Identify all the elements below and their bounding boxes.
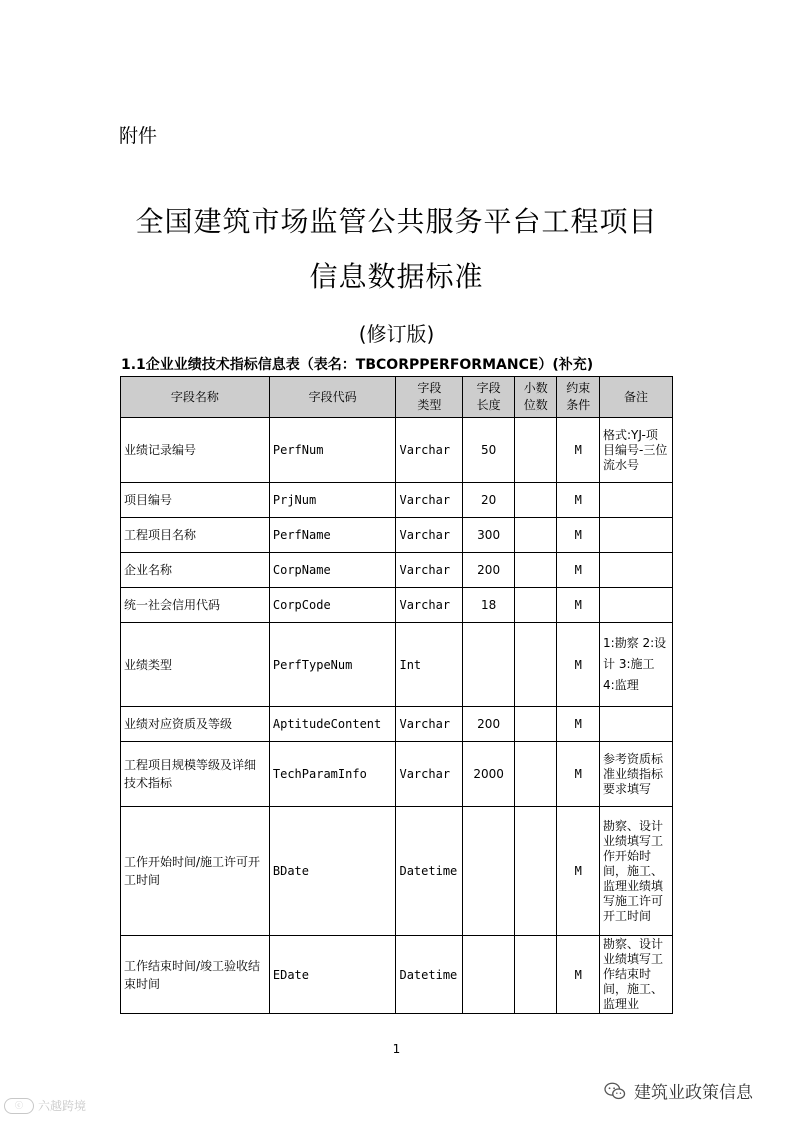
- cell-field-name: 项目编号: [121, 483, 270, 518]
- cell-field-name: 业绩类型: [121, 623, 270, 707]
- cell-field-length: 300: [463, 518, 515, 553]
- table-row: [121, 807, 673, 936]
- table-row: [121, 418, 673, 483]
- table-caption: 1.1企业业绩技术指标信息表（表名：TBCORPPERFORMANCE）(补充): [121, 357, 594, 373]
- cell-note: [600, 518, 673, 553]
- cell-decimal-places: [514, 936, 557, 1014]
- cell-field-type: Varchar: [396, 483, 463, 518]
- cell-constraint: M: [557, 707, 600, 742]
- field-spec-table: [120, 376, 673, 1014]
- cell-field-type: Varchar: [396, 588, 463, 623]
- cell-field-name: 工程项目规模等级及详细技术指标: [121, 742, 270, 807]
- document-subtitle: (修订版): [358, 322, 435, 346]
- cell-field-length: 50: [463, 418, 515, 483]
- cell-field-name: 业绩记录编号: [121, 418, 270, 483]
- cell-note: [600, 483, 673, 518]
- cell-field-code: PrjNum: [269, 483, 396, 518]
- table-row: [121, 623, 673, 707]
- cell-field-code: PerfName: [269, 518, 396, 553]
- cell-constraint: M: [557, 742, 600, 807]
- cell-field-code: PerfTypeNum: [269, 623, 396, 707]
- cell-field-code: BDate: [269, 807, 396, 936]
- cell-field-type: Datetime: [396, 936, 463, 1014]
- cell-note: [600, 588, 673, 623]
- header-field-code: 字段代码: [269, 377, 396, 418]
- cell-decimal-places: [514, 518, 557, 553]
- cell-field-length: 20: [463, 483, 515, 518]
- cell-constraint: M: [557, 623, 600, 707]
- cell-field-length: 200: [463, 553, 515, 588]
- wechat-icon: [604, 1081, 626, 1101]
- cell-field-type: Varchar: [396, 707, 463, 742]
- cell-field-code: CorpCode: [269, 588, 396, 623]
- cell-field-name: 工作开始时间/施工许可开工时间: [121, 807, 270, 936]
- cell-field-length: 200: [463, 707, 515, 742]
- cell-field-length: 2000: [463, 742, 515, 807]
- cell-field-type: Varchar: [396, 418, 463, 483]
- cell-decimal-places: [514, 807, 557, 936]
- cell-decimal-places: [514, 588, 557, 623]
- cell-field-name: 企业名称: [121, 553, 270, 588]
- cell-constraint: M: [557, 418, 600, 483]
- cell-field-type: Varchar: [396, 742, 463, 807]
- page-number: 1: [392, 1042, 401, 1056]
- table-row: [121, 936, 673, 1014]
- table-row: [121, 742, 673, 807]
- document-title-line-2: 信息数据标准: [309, 260, 484, 293]
- cell-note: 勘察、设计业绩填写工作开始时间，施工、监理业绩填写施工许可开工时间: [600, 807, 673, 936]
- cell-decimal-places: [514, 553, 557, 588]
- cell-field-type: Int: [396, 623, 463, 707]
- cell-decimal-places: [514, 418, 557, 483]
- cell-constraint: M: [557, 518, 600, 553]
- cell-field-length: [463, 807, 515, 936]
- wechat-source-badge: [604, 1078, 753, 1103]
- cell-constraint: M: [557, 483, 600, 518]
- cell-note: 参考资质标准业绩指标要求填写: [600, 742, 673, 807]
- cell-field-name: 统一社会信用代码: [121, 588, 270, 623]
- watermark-logo-icon: ⓒ: [4, 1098, 34, 1114]
- cell-decimal-places: [514, 742, 557, 807]
- cell-constraint: M: [557, 936, 600, 1014]
- attachment-label: 附件: [119, 125, 158, 147]
- table-row: [121, 518, 673, 553]
- cell-note: 1:勘察 2:设计 3:施工 4:监理: [600, 623, 673, 707]
- cell-constraint: M: [557, 553, 600, 588]
- cell-field-name: 工程项目名称: [121, 518, 270, 553]
- cell-decimal-places: [514, 483, 557, 518]
- document-title-line-1: 全国建筑市场监管公共服务平台工程项目: [135, 205, 658, 238]
- cell-constraint: M: [557, 588, 600, 623]
- header-field-length: 字段 长度: [463, 377, 515, 418]
- header-field-type: 字段 类型: [396, 377, 463, 418]
- cell-field-type: Varchar: [396, 553, 463, 588]
- cell-field-code: PerfNum: [269, 418, 396, 483]
- table-row: [121, 553, 673, 588]
- watermark-left-text: 六越跨境: [38, 1099, 87, 1113]
- header-decimal-places: 小数 位数: [514, 377, 557, 418]
- cell-field-length: 18: [463, 588, 515, 623]
- cell-field-code: TechParamInfo: [269, 742, 396, 807]
- cell-field-length: [463, 623, 515, 707]
- table-row: [121, 483, 673, 518]
- cell-field-code: CorpName: [269, 553, 396, 588]
- cell-decimal-places: [514, 623, 557, 707]
- header-note: 备注: [600, 377, 673, 418]
- table-row: [121, 707, 673, 742]
- table-header-row: [121, 377, 673, 418]
- cell-field-type: Datetime: [396, 807, 463, 936]
- wechat-account-name: 建筑业政策信息: [634, 1083, 753, 1103]
- header-constraint: 约束 条件: [557, 377, 600, 418]
- cell-field-type: Varchar: [396, 518, 463, 553]
- cell-note: 勘察、设计业绩填写工作结束时间，施工、监理业: [600, 936, 673, 1014]
- header-field-name: 字段名称: [121, 377, 270, 418]
- cell-field-name: 业绩对应资质及等级: [121, 707, 270, 742]
- cell-field-name: 工作结束时间/竣工验收结束时间: [121, 936, 270, 1014]
- cell-note: [600, 553, 673, 588]
- cell-field-length: [463, 936, 515, 1014]
- cell-constraint: M: [557, 807, 600, 936]
- cell-note: [600, 707, 673, 742]
- watermark-left: [4, 1097, 86, 1114]
- cell-note: 格式:YJ-项目编号-三位流水号: [600, 418, 673, 483]
- cell-decimal-places: [514, 707, 557, 742]
- cell-field-code: EDate: [269, 936, 396, 1014]
- cell-field-code: AptitudeContent: [269, 707, 396, 742]
- table-row: [121, 588, 673, 623]
